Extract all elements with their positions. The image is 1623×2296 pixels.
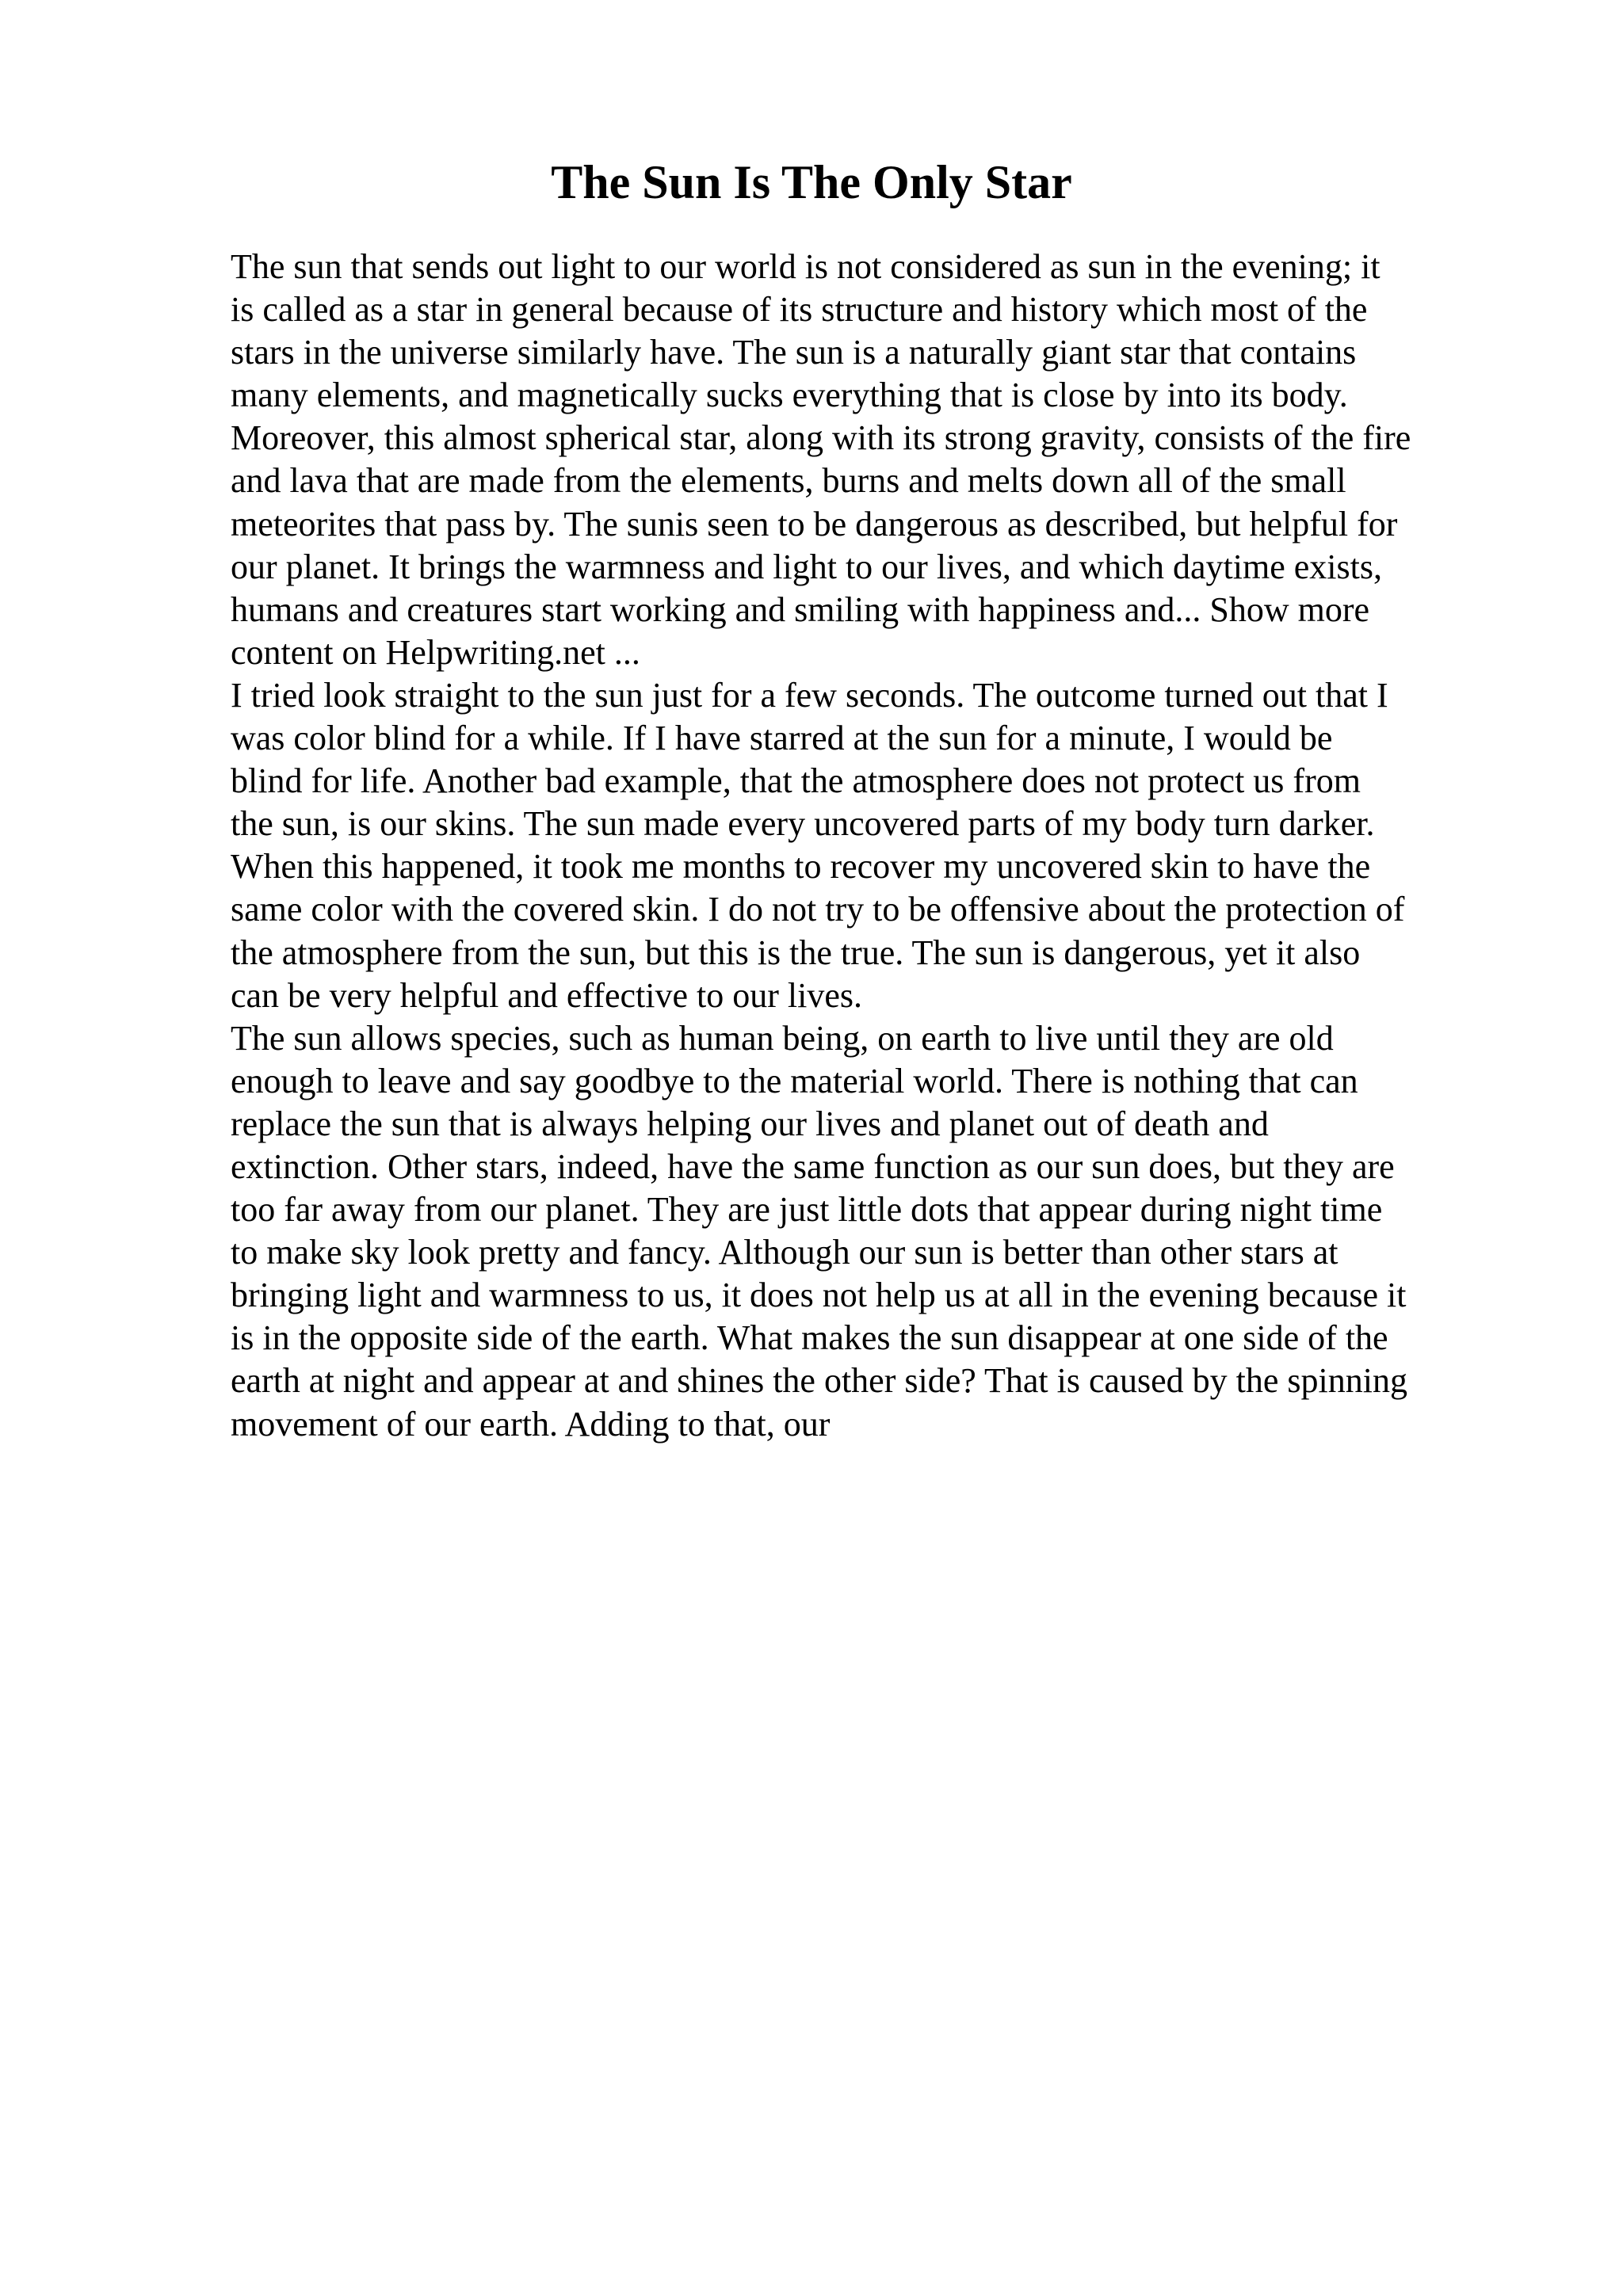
text-line: bringing light and warmness to us, it does not help us at all in the evening because it bbox=[231, 1276, 1407, 1315]
paragraph-3 bbox=[231, 1017, 1499, 1446]
paragraph-1 bbox=[231, 246, 1499, 674]
text-line: and lava that are made from the elements, burns and melts down all of the small bbox=[231, 461, 1346, 501]
document-title: The Sun Is The Only Star bbox=[551, 156, 1072, 208]
text-line: same color with the covered skin. I do not try to be offensive about the protection of bbox=[231, 890, 1405, 929]
text-line: earth at night and appear at and shines the other side? That is caused by the spinning bbox=[231, 1361, 1407, 1401]
text-line: was color blind for a while. If I have starred at the sun for a minute, I would be bbox=[231, 719, 1333, 758]
text-line: many elements, and magnetically sucks everything that is close by into its body. bbox=[231, 376, 1348, 415]
text-line: can be very helpful and effective to our lives. bbox=[231, 975, 862, 1015]
text-line: the atmosphere from the sun, but this is the true. The sun is dangerous, yet it also bbox=[231, 933, 1361, 972]
text-line: The sun that sends out light to our world is not considered as sun in the evening; it bbox=[231, 247, 1381, 286]
text-line: movement of our earth. Adding to that, our bbox=[231, 1404, 831, 1444]
text-line: I tried look straight to the sun just for a few seconds. The outcome turned out that I bbox=[231, 675, 1388, 715]
text-line: stars in the universe similarly have. The sun is a naturally giant star that contains bbox=[231, 333, 1357, 372]
text-line: the sun, is our skins. The sun made every uncovered parts of my body turn darker. bbox=[231, 804, 1375, 844]
text-line: content on Helpwriting.net ... bbox=[231, 632, 640, 672]
text-line: enough to leave and say goodbye to the material world. There is nothing that can bbox=[231, 1061, 1358, 1100]
text-line: meteorites that pass by. The sunis seen to be dangerous as described, but helpful for bbox=[231, 504, 1398, 543]
text-line: is called as a star in general because of its structure and history which most of the bbox=[231, 290, 1368, 330]
text-line: extinction. Other stars, indeed, have the same function as our sun does, but they are bbox=[231, 1146, 1395, 1186]
text-line: too far away from our planet. They are just little dots that appear during night time bbox=[231, 1190, 1383, 1230]
document-body bbox=[231, 246, 1499, 1446]
text-line: The sun allows species, such as human being, on earth to live until they are old bbox=[231, 1018, 1334, 1058]
text-line: our planet. It brings the warmness and light to our lives, and which daytime exists, bbox=[231, 547, 1382, 586]
text-line: When this happened, it took me months to recover my uncovered skin to have the bbox=[231, 847, 1371, 887]
text-line: replace the sun that is always helping our lives and planet out of death and bbox=[231, 1104, 1269, 1143]
text-line: to make sky look pretty and fancy. Although our sun is better than other stars at bbox=[231, 1233, 1338, 1272]
text-line: Moreover, this almost spherical star, along with its strong gravity, consists of the fire bbox=[231, 418, 1411, 458]
text-line: is in the opposite side of the earth. What makes the sun disappear at one side of the bbox=[231, 1318, 1388, 1358]
paragraph-2 bbox=[231, 674, 1499, 1017]
text-line: blind for life. Another bad example, that the atmosphere does not protect us from bbox=[231, 761, 1361, 801]
text-line: humans and creatures start working and smiling with happiness and... Show more bbox=[231, 589, 1370, 629]
